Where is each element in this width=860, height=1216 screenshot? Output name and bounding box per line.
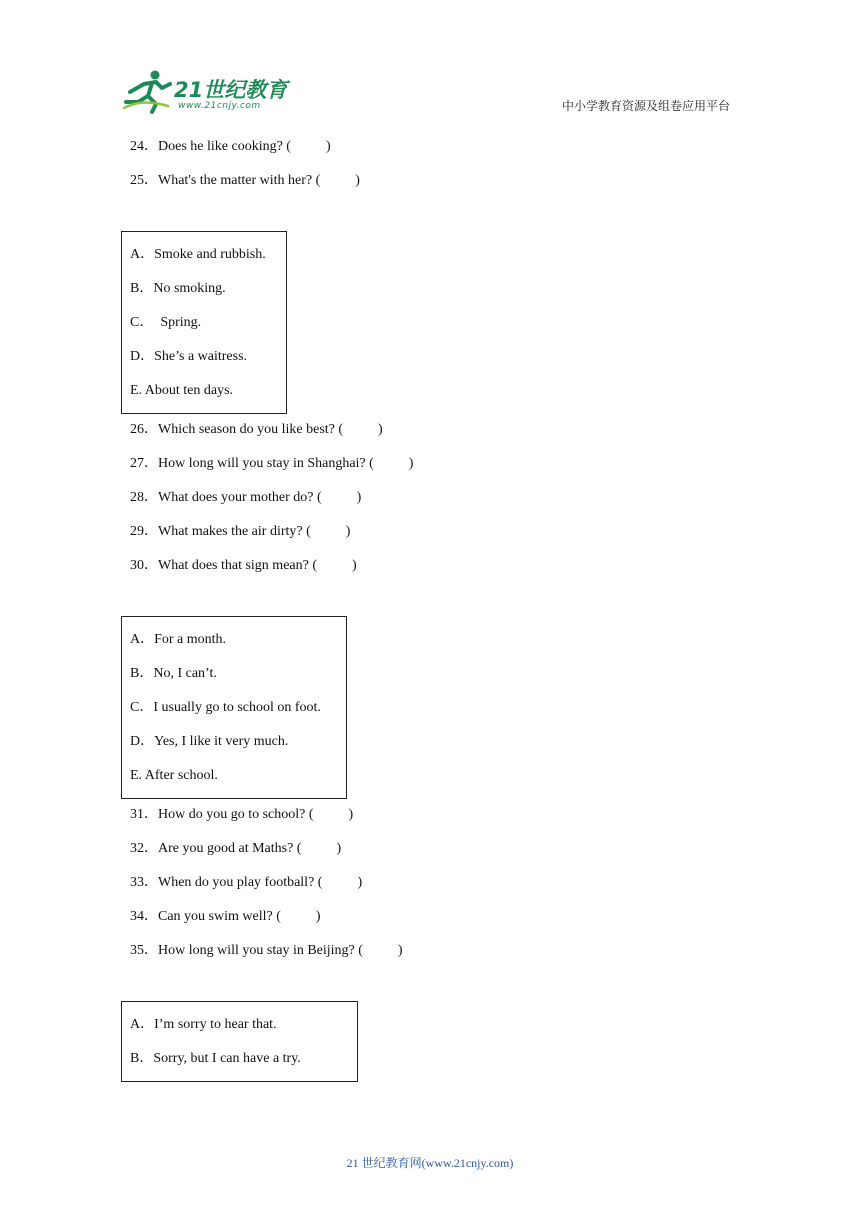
option-e: E. About ten days. [130, 383, 234, 398]
question-33: 33．When do you play football? ( ) [130, 875, 363, 890]
option-a: A．For a month. [130, 632, 227, 647]
option-b: B．No, I can’t. [130, 666, 217, 681]
question-30: 30．What does that sign mean? ( ) [130, 558, 357, 573]
option-b: B．No smoking. [130, 281, 226, 296]
option-d: D．Yes, I like it very much. [130, 734, 289, 749]
question-34: 34．Can you swim well? ( ) [130, 909, 321, 924]
options-box-1 [121, 231, 287, 414]
question-35: 35．How long will you stay in Beijing? ( ) [130, 943, 403, 958]
logo-text: 21世纪教育 [174, 78, 288, 102]
question-27: 27．How long will you stay in Shanghai? ( ) [130, 456, 414, 471]
option-c: C．I usually go to school on foot. [130, 700, 321, 715]
page-footer[interactable]: 21 世纪教育网(www.21cnjy.com) [346, 1156, 514, 1170]
question-29: 29．What makes the air dirty? ( ) [130, 524, 351, 539]
runner-icon [122, 68, 172, 114]
option-d: D．She’s a waitress. [130, 349, 248, 364]
option-c: C． Spring. [130, 315, 202, 330]
logo-url: www.21cnjy.com [178, 101, 261, 111]
site-logo[interactable] [122, 68, 292, 116]
question-26: 26．Which season do you like best? ( ) [130, 422, 383, 437]
option-a: A．Smoke and rubbish. [130, 247, 266, 262]
page-header [0, 0, 860, 130]
platform-tagline: 中小学教育资源及组卷应用平台 [561, 99, 730, 113]
option-a: A．I’m sorry to hear that. [130, 1017, 277, 1032]
question-25: 25．What's the matter with her? ( ) [130, 173, 360, 188]
option-e: E. After school. [130, 768, 218, 783]
question-31: 31．How do you go to school? ( ) [130, 807, 354, 822]
question-28: 28．What does your mother do? ( ) [130, 490, 362, 505]
options-box-3 [121, 1001, 358, 1082]
option-b: B．Sorry, but I can have a try. [130, 1051, 301, 1066]
question-24: 24．Does he like cooking? ( ) [130, 139, 331, 154]
options-box-2 [121, 616, 347, 799]
question-32: 32．Are you good at Maths? ( ) [130, 841, 342, 856]
